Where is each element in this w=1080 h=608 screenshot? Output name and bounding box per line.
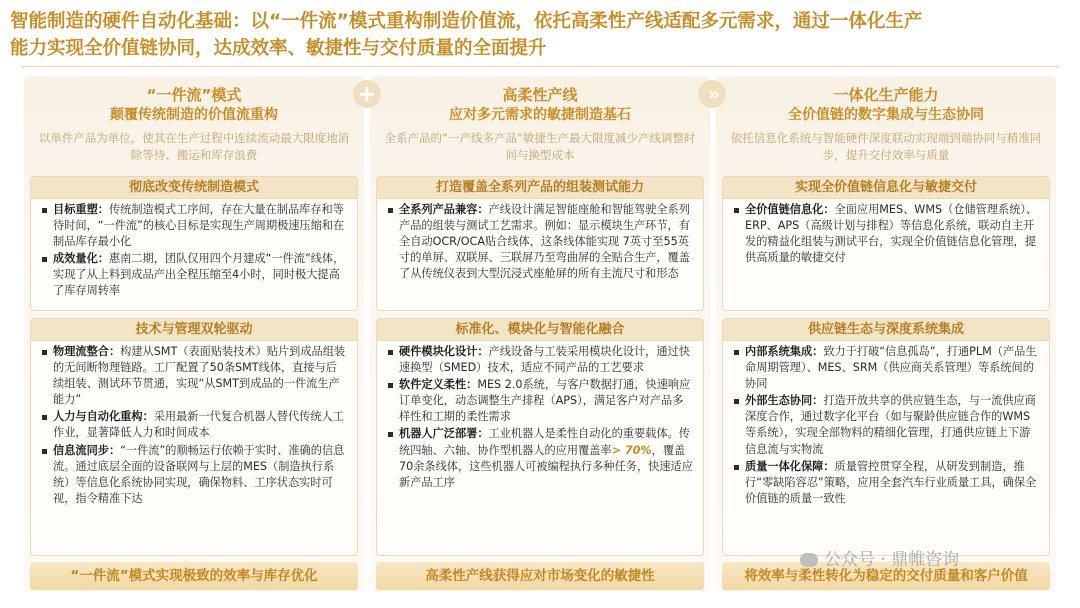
list-item: 全系列产品兼容：产线设计满足智能座舱和智能驾驶全系列产品的组装与测试工艺需求。例如：显示模块生产环节，有全自动OCR/OCA贴合线体，这条线体能实现 7英寸至55英寸的单屏、双联屏、三联屏乃至弯曲屏的全贴合生产，覆盖了从传统仪表到大型沉浸式座舱屏的所有主流尺寸和形态 <box>387 202 693 282</box>
column-title: 高柔性产线 <box>502 86 578 104</box>
card-heading: 技术与管理双轮驱动 <box>31 319 357 341</box>
card-transform-traditional <box>30 176 358 311</box>
column-subtitle: 全价值链的数字集成与生态协同 <box>788 107 984 123</box>
list-item: 内部系统集成：致力于打破“信息孤岛”，打通PLM（产品生命周期管理）、MES、SRM（供应商关系管理）等系统间的协同 <box>733 344 1039 392</box>
card-heading: 打造覆盖全系列产品的组装测试能力 <box>377 177 703 199</box>
column-description: 全系产品的“一产线多产品”敏捷生产最大限度减少产线调整时间与换型成本 <box>384 131 696 162</box>
card-supply-chain <box>722 318 1050 556</box>
title-line-1: 智能制造的硬件自动化基础：以“一件流”模式重构制造价值流，依托高柔性产线适配多元需求，通过一体化生产 <box>10 11 923 32</box>
column-description: 依托信息化系统与智能硬件深度联动实现端到端协同与精准同步，提升交付效率与质量 <box>730 131 1042 162</box>
column-description: 以单件产品为单位，使其在生产过程中连续流动最大限度地消除等待、搬运和库存浪费 <box>38 131 350 162</box>
list-item: 全价值链信息化：全面应用MES、WMS（仓储管理系统）、ERP、APS（高级计划与排程）等信息化系统，联动自主开发的精益化组装与测试平台，实现全价值链信息化管理，提供高质量的敏捷交付 <box>733 202 1039 266</box>
column-one-piece-flow <box>24 76 364 592</box>
list-item: 成效量化：惠南二期，团队仅用四个月建成“一件流”线体，实现了从上料到成品产出全程压缩至4小时，同时极大提高了库存周转率 <box>41 251 347 299</box>
list-item: 机器人广泛部署：工业机器人是柔性自动化的重要载体。传统四轴、六轴、协作型机器人的应用覆盖率> 70%，覆盖70余条线体，这些机器人可被编程执行多种任务，快速适应新产品工序 <box>387 426 693 490</box>
list-item: 外部生态协同：打造开放共享的供应链生态，与一流供应商深度合作，通过数字化平台（如与聚龄供应链合作的WMS等系统），实现全部物料的精细化管理，打通供应链上下游信息流与实物流 <box>733 393 1039 457</box>
column-integrated-production <box>716 76 1056 592</box>
card-heading: 供应链生态与深度系统集成 <box>723 319 1049 341</box>
card-value-chain <box>722 176 1050 311</box>
plus-icon: + <box>353 80 381 108</box>
card-heading: 彻底改变传统制造模式 <box>31 177 357 199</box>
page-title <box>10 8 1070 62</box>
double-chevron-right-icon: » <box>698 80 726 108</box>
footer-banner-two: 高柔性产线获得应对市场变化的敏捷性 <box>376 562 704 590</box>
list-item: 质量一体化保障：质量管控贯穿全程，从研发到制造，推行“零缺陷容忍”策略，应用全套汽车行业质量工具，确保全价值链的质量一致性 <box>733 459 1039 507</box>
list-item: 信息流同步：“一件流”的顺畅运行依赖于实时、准确的信息流。通过底层全面的设备联网与上层的MES（制造执行系统）等信息化系统协同实现，确保物料、工序状态实时可视，指令精准下达 <box>41 443 347 507</box>
list-item: 软件定义柔性：MES 2.0系统，与客户数据打通，快速响应订单变化，动态调整生产排程（APS），满足客户对产品多样性和工期的柔性需求 <box>387 377 693 425</box>
list-item: 物理流整合：构建从SMT（表面贴装技术）贴片到成品组装的无间断物理链路。工厂配置了50条SMT线体，直接与后续组装、测试环节贯通，实现“从SMT到成品的一件流生产能力” <box>41 344 347 408</box>
title-line-2: 能力实现全价值链协同，达成效率、敏捷性与交付质量的全面提升 <box>10 38 547 59</box>
coverage-highlight: > 70% <box>611 443 652 457</box>
footer-banner-one: “一件流”模式实现极致的效率与库存优化 <box>30 562 358 590</box>
column-title: 一体化生产能力 <box>833 86 939 104</box>
card-full-series <box>376 176 704 311</box>
card-tech-management <box>30 318 358 556</box>
list-item: 目标重塑：传统制造模式工序间，存在大量在制品库存和等待时间，“一件流”的核心目标是实现生产周期极速压缩和在制品库存最小化 <box>41 202 347 250</box>
list-item: 硬件模块化设计：产线设备与工装采用模块化设计，通过快速换型（SMED）技术，适应不同产品的工艺要求 <box>387 344 693 376</box>
card-standardization <box>376 318 704 556</box>
wechat-watermark <box>800 545 959 570</box>
list-item: 人力与自动化重构：采用最新一代复合机器人替代传统人工作业，显著降低人力和时间成本 <box>41 409 347 441</box>
column-subtitle: 颠覆传统制造的价值流重构 <box>110 107 278 123</box>
column-subtitle: 应对多元需求的敏捷制造基石 <box>449 107 631 123</box>
column-title: “一件流”模式 <box>146 86 242 104</box>
watermark-text: 公众号 · 鼎帷咨询 <box>824 550 960 570</box>
column-flexible-line <box>370 76 710 592</box>
card-heading: 实现全价值链信息化与敏捷交付 <box>723 177 1049 199</box>
wechat-icon <box>800 553 818 567</box>
card-heading: 标准化、模块化与智能化融合 <box>377 319 703 341</box>
footer-banner-three: 将效率与柔性转化为稳定的交付质量和客户价值 <box>722 562 1050 590</box>
title-divider <box>22 66 1058 72</box>
